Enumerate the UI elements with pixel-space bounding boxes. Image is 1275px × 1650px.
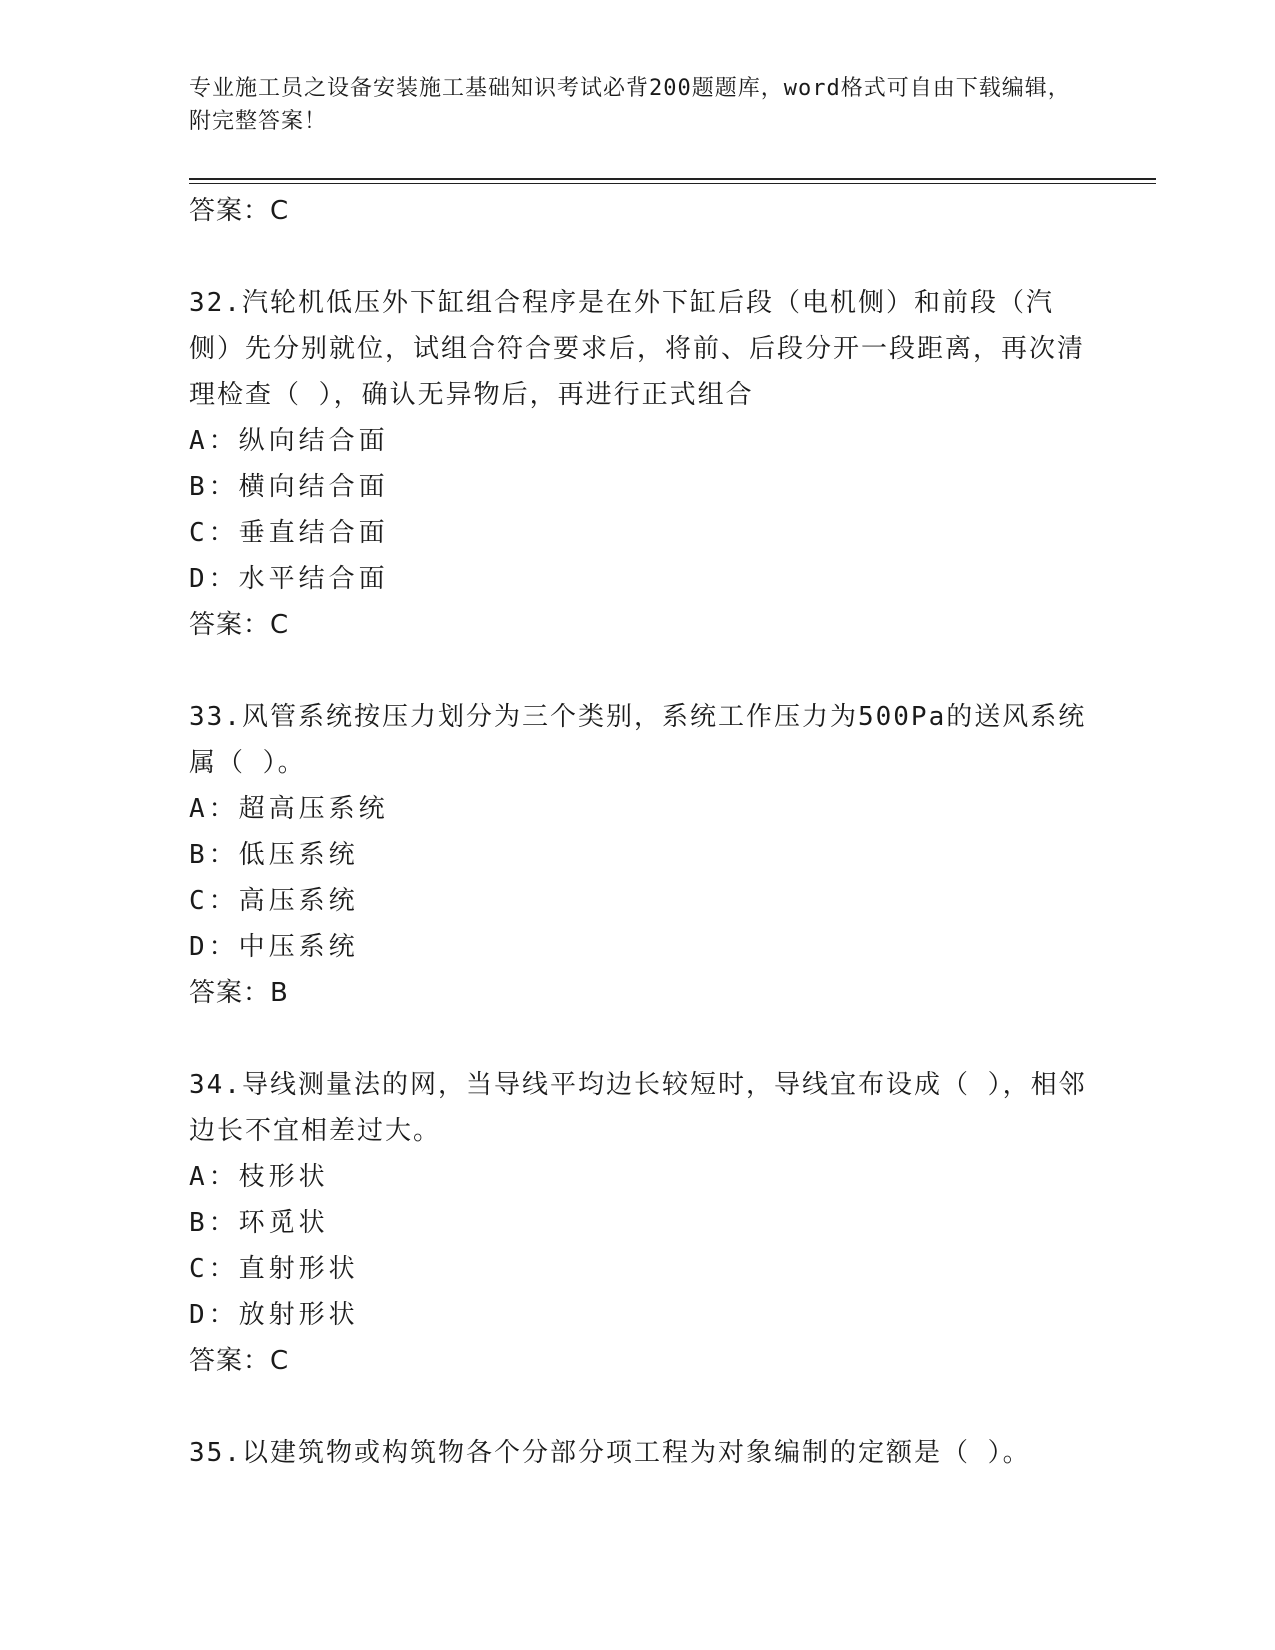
answer-line: 答案：C <box>189 610 290 640</box>
answer-line: 答案：C <box>189 196 290 226</box>
option-c: C：高压系统 <box>189 886 359 916</box>
question-list <box>189 188 1089 1476</box>
option-d: D：中压系统 <box>189 932 359 962</box>
option-b: B：环觅状 <box>189 1208 329 1238</box>
answer-line: 答案：B <box>189 978 289 1008</box>
option-a: A：超高压系统 <box>189 794 389 824</box>
question-34 <box>189 1062 1089 1384</box>
question-stem: 33.风管系统按压力划分为三个类别，系统工作压力为500Pa的送风系统属（ ）。 <box>189 702 1087 778</box>
question-32 <box>189 280 1089 648</box>
option-c: C：直射形状 <box>189 1254 359 1284</box>
option-d: D：水平结合面 <box>189 564 389 594</box>
question-stem: 32.汽轮机低压外下缸组合程序是在外下缸后段（电机侧）和前段（汽侧）先分别就位，试组合符合要求后，将前、后段分开一段距离，再次清理检查（ ），确认无异物后，再进行正式组合 <box>189 288 1086 410</box>
option-b: B：横向结合面 <box>189 472 389 502</box>
question-stem: 35.以建筑物或构筑物各个分部分项工程为对象编制的定额是（ ）。 <box>189 1438 1031 1468</box>
question-35 <box>189 1430 1089 1476</box>
option-a: A：纵向结合面 <box>189 426 389 456</box>
option-c: C：垂直结合面 <box>189 518 389 548</box>
header-divider-thick <box>189 178 1156 180</box>
answer-line: 答案：C <box>189 1346 290 1376</box>
option-d: D：放射形状 <box>189 1300 359 1330</box>
question-33 <box>189 694 1089 1016</box>
header-divider-thin <box>189 183 1156 184</box>
question-stem: 34.导线测量法的网，当导线平均边长较短时，导线宜布设成（ ），相邻边长不宜相差过大。 <box>189 1070 1087 1146</box>
option-b: B：低压系统 <box>189 840 359 870</box>
option-a: A：枝形状 <box>189 1162 329 1192</box>
document-header: 专业施工员之设备安装施工基础知识考试必背200题题库，word格式可自由下载编辑，附完整答案！ <box>189 76 1071 134</box>
